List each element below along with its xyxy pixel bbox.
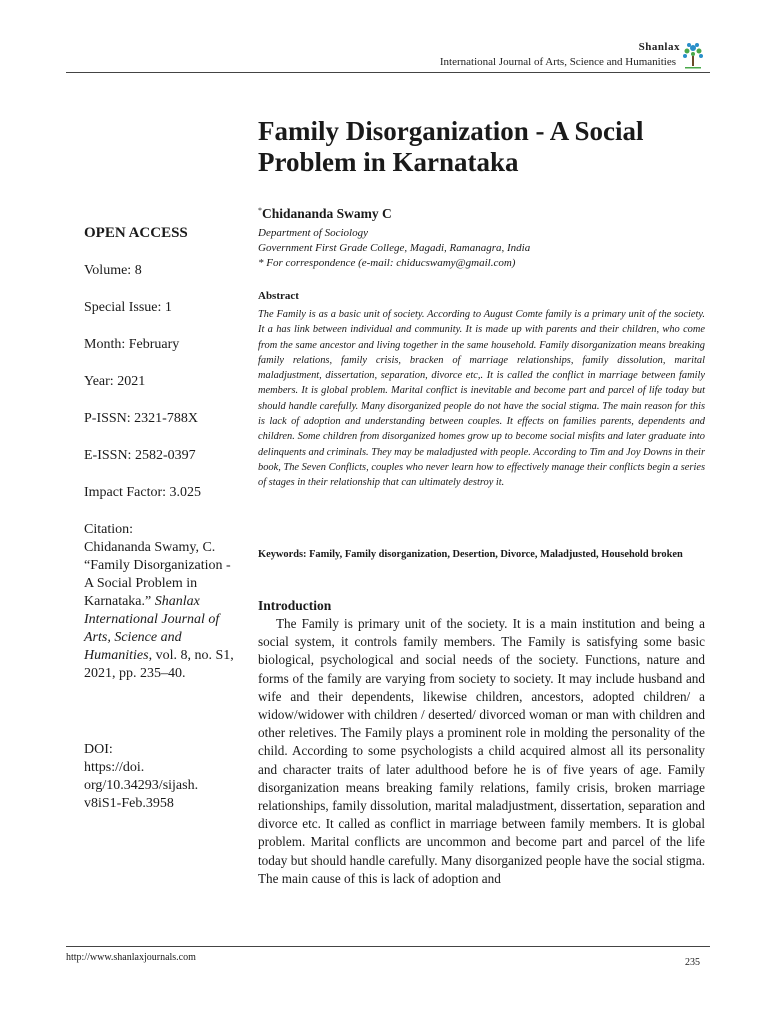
keywords: Keywords: Family, Family disorganization, Desertion, Divorce, Maladjusted, Household broken — [258, 549, 683, 560]
citation-block — [84, 521, 234, 683]
e-issn: E-ISSN: 2582-0397 — [84, 448, 196, 463]
citation-journal: Shanlax International Journal of Arts, Science and Humanities — [84, 594, 220, 663]
month: Month: February — [84, 337, 180, 352]
publisher-brand: Shanlax — [638, 41, 680, 53]
author-name — [258, 206, 392, 222]
doi-label: DOI: — [84, 742, 113, 757]
abstract-text: The Family is as a basic unit of society. According to August Comte family is a primary unit of the society. It a has link between individual and community. It is made up with parents and their children, who come from the same ancestor and living together in the same household. Family disorganization means breaking family relations, family crisis, bracken of marriage relationships, family dissolution, marital maladjustment, dissertation, separation, divorce etc,. It is called the conflict in marriage between family members. It is global problem. Marital conflict is inevitable and become part and parcel of life today but should handle carefully. Many disorganized people do not have the social stigma. The main reason for this is lack of adoption and understanding between couples. It effects on families parents, dependents and children. Some children from disorganized homes grow up to become social misfits and later graduate into delinquents and criminals. They may be maladjusted with people. According to Tim and Joy Downs in their book, The Seven Conflicts, couples who never learn how to effectively manage their conflicts begin a series of stages in their relationship that can ultimately destroy it. — [258, 309, 705, 489]
introduction-text: The Family is primary unit of the society. It is a main institution and being a social system, it controls family members. The Family is satisfying some basic biological, psychological and social needs of the society. Functions, nature and forms of the family are varying from society to society. It may include husband and wife and their dependents, likewise children, ancestors, adopted children/ a widow/widower with children / deserted/ divorced woman or man with children and other reletives. The Family plays a prominent role in molding the personality of the child. According to some psychologists a child acquired almost all its personality and character traits of later adulthood before he is of five years of age. Family disorganization means breaking family relations, family crisis, broken marriage relationships, family dissolution, marital maladjustment, dissertation, separation and divorce etc. It called as conflict in marriage between family members. It is global problem. Marital conflicts are uncommon and become part and parcel of the life today but should handle carefully. Many disorganized people have the social stigma. The main cause of this is lack of adoption and — [258, 616, 705, 886]
doi-link[interactable]: https://doi. org/10.34293/sijash. v8iS1-Feb.3958 — [84, 760, 199, 811]
author-institution: Government First Grade College, Magadi, Ramanagra, India — [258, 242, 531, 254]
impact-factor: Impact Factor: 3.025 — [84, 485, 202, 500]
footer-url-link[interactable]: http://www.shanlaxjournals.com — [66, 952, 196, 963]
citation-label: Citation: — [84, 522, 133, 537]
header-divider — [66, 72, 710, 73]
citation-details: , vol. 8, no. S1, 2021, pp. 235–40. — [84, 648, 234, 681]
author-department: Department of Sociology — [258, 227, 368, 239]
footer-divider — [66, 946, 710, 947]
author-name-text: Chidananda Swamy C — [262, 206, 392, 221]
introduction-heading: Introduction — [258, 598, 332, 613]
doi-block — [84, 741, 234, 813]
p-issn: P-ISSN: 2321-788X — [84, 411, 198, 426]
author-correspondence: * For correspondence (e-mail: chiducswamy@gmail.com) — [258, 257, 516, 269]
article-title: Family Disorganization - A Social Problem in Karnataka — [258, 116, 644, 177]
open-access-label: OPEN ACCESS — [84, 225, 188, 241]
year: Year: 2021 — [84, 374, 146, 389]
citation-authors: Chidananda Swamy, C. “Family Disorganization - A Social Problem in Karnataka.” — [84, 540, 231, 609]
citation-text — [84, 539, 234, 683]
tree-logo-icon — [680, 40, 706, 70]
author-marker: * — [258, 206, 262, 215]
journal-name: International Journal of Arts, Science and Humanities — [439, 56, 676, 68]
page-number: 235 — [685, 957, 700, 968]
publication-metadata — [84, 262, 234, 521]
abstract-heading: Abstract — [258, 290, 299, 302]
special-issue: Special Issue: 1 — [84, 300, 172, 315]
volume: Volume: 8 — [84, 263, 142, 278]
